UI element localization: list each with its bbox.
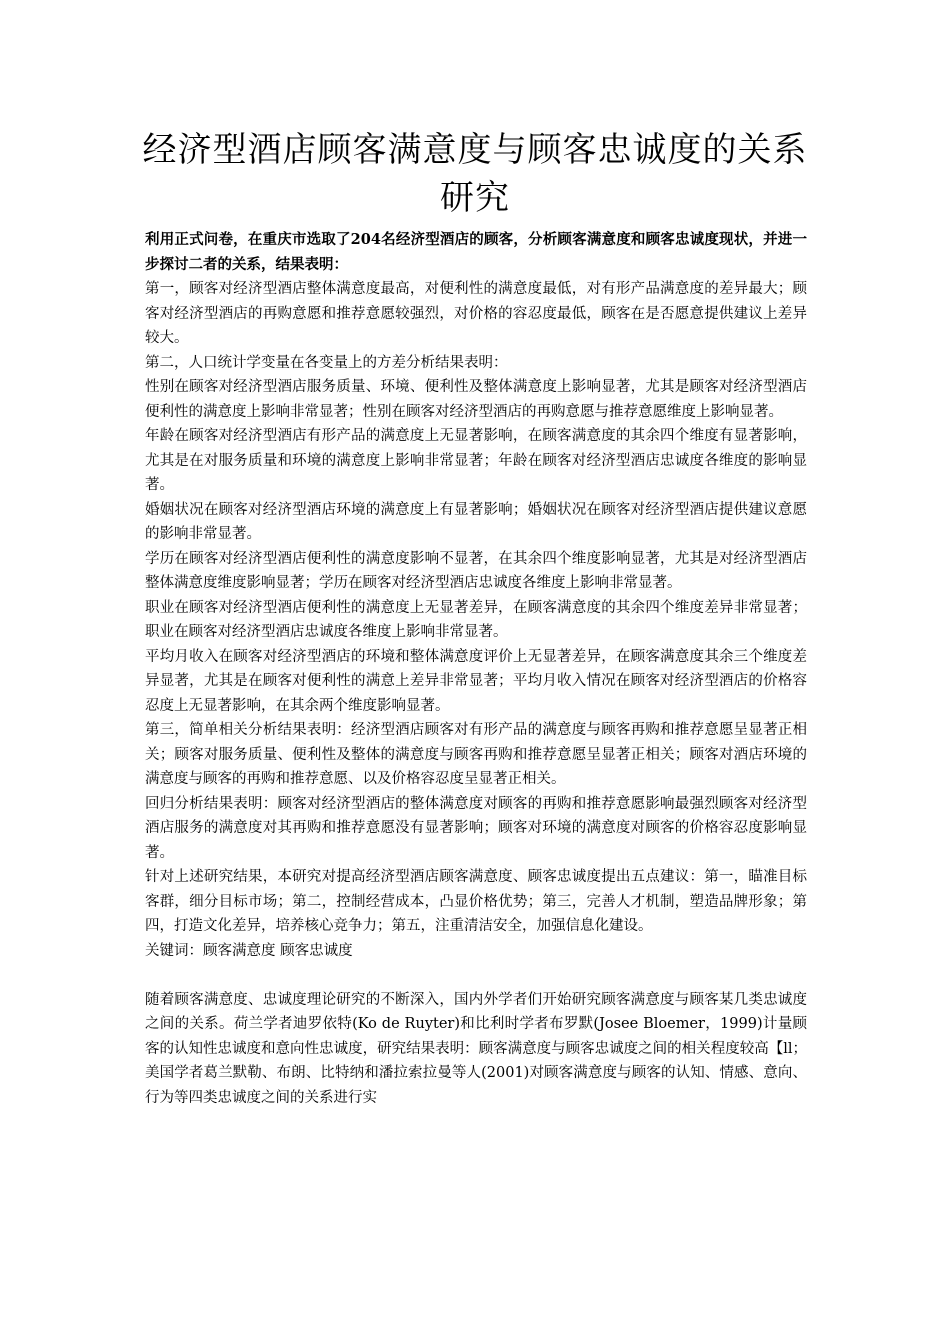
document-body: [145, 228, 807, 1110]
finding-paragraph-8: 平均月收入在顾客对经济型酒店的环境和整体满意度评价上无显著差异，在顾客满意度其余三个维度差异显著，尤其是在顾客对便利性的满意上差异非常显著；平均月收入情况在顾客对经济型酒店的价格容忍度上无显著影响，在其余两个维度影响显著。: [145, 648, 807, 714]
abstract-lead-paragraph: 利用正式问卷，在重庆市选取了204名经济型酒店的顾客，分析顾客满意度和顾客忠诚度现状，并进一步探讨二者的关系，结果表明：: [145, 231, 807, 273]
finding-paragraph-7: 职业在顾客对经济型酒店便利性的满意度上无显著差异，在顾客满意度的其余四个维度差异非常显著；职业在顾客对经济型酒店忠诚度各维度上影响非常显著。: [145, 599, 807, 640]
finding-paragraph-5: 婚姻状况在顾客对经济型酒店环境的满意度上有显著影响；婚姻状况在顾客对经济型酒店提供建议意愿的影响非常显著。: [145, 501, 807, 542]
finding-paragraph-10: 回归分析结果表明：顾客对经济型酒店的整体满意度对顾客的再购和推荐意愿影响最强烈顾客对经济型酒店服务的满意度对其再购和推荐意愿没有显著影响；顾客对环境的满意度对顾客的价格容忍度影响显著。: [145, 795, 807, 861]
document-title: 经济型酒店顾客满意度与顾客忠诚度的关系研究: [142, 130, 808, 218]
recommendation-paragraph: 针对上述研究结果，本研究对提高经济型酒店顾客满意度、顾客忠诚度提出五点建议：第一，瞄准目标客群，细分目标市场；第二，控制经营成本，凸显价格优势；第三，完善人才机制，塑造品牌形象；第四，打造文化差异，培养核心竞争力；第五，注重清洁安全，加强信息化建设。: [145, 869, 807, 934]
finding-paragraph-6: 学历在顾客对经济型酒店便利性的满意度影响不显著，在其余四个维度影响显著，尤其是对经济型酒店整体满意度维度影响显著；学历在顾客对经济型酒店忠诚度各维度上影响非常显著。: [145, 550, 807, 591]
finding-paragraph-3: 性别在顾客对经济型酒店服务质量、环境、便利性及整体满意度上影响显著，尤其是顾客对经济型酒店便利性的满意度上影响非常显著；性别在顾客对经济型酒店的再购意愿与推荐意愿维度上影响显著。: [145, 379, 807, 420]
intro-paragraph: 随着顾客满意度、忠诚度理论研究的不断深入，国内外学者们开始研究顾客满意度与顾客某几类忠诚度之间的关系。荷兰学者迪罗依特(Ko de Ruyter)和比利时学者布罗默(Josee Bloemer，1999)计量顾客的认知性忠诚度和意向性忠诚度，研究结果表明：顾客满意度与顾客忠诚度之间的相关程度较高【ll；美国学者葛兰默勒、布朗、比特纳和潘拉索拉曼等人(2001)对顾客满意度与顾客的认知、情感、意向、行为等四类忠诚度之间的关系进行实: [145, 991, 807, 1106]
finding-paragraph-4: 年龄在顾客对经济型酒店有形产品的满意度上无显著影响，在顾客满意度的其余四个维度有显著影响，尤其是在对服务质量和环境的满意度上影响非常显著；年龄在顾客对经济型酒店忠诚度各维度的影响显著。: [145, 428, 807, 493]
keywords-line: 关键词：顾客满意度 顾客忠诚度: [145, 942, 353, 959]
section-spacer: [145, 963, 807, 988]
finding-paragraph-1: 第一，顾客对经济型酒店整体满意度最高，对便利性的满意度最低，对有形产品满意度的差异最大；顾客对经济型酒店的再购意愿和推荐意愿较强烈，对价格的容忍度最低，顾客在是否愿意提供建议上差异较大。: [145, 281, 807, 346]
finding-paragraph-2: 第二，人口统计学变量在各变量上的方差分析结果表明：: [145, 354, 508, 371]
finding-paragraph-9: 第三，简单相关分析结果表明：经济型酒店顾客对有形产品的满意度与顾客再购和推荐意愿呈显著正相关；顾客对服务质量、便利性及整体的满意度与顾客再购和推荐意愿呈显著正相关；顾客对酒店环境的满意度与顾客的再购和推荐意愿、以及价格容忍度呈显著正相关。: [145, 722, 807, 787]
